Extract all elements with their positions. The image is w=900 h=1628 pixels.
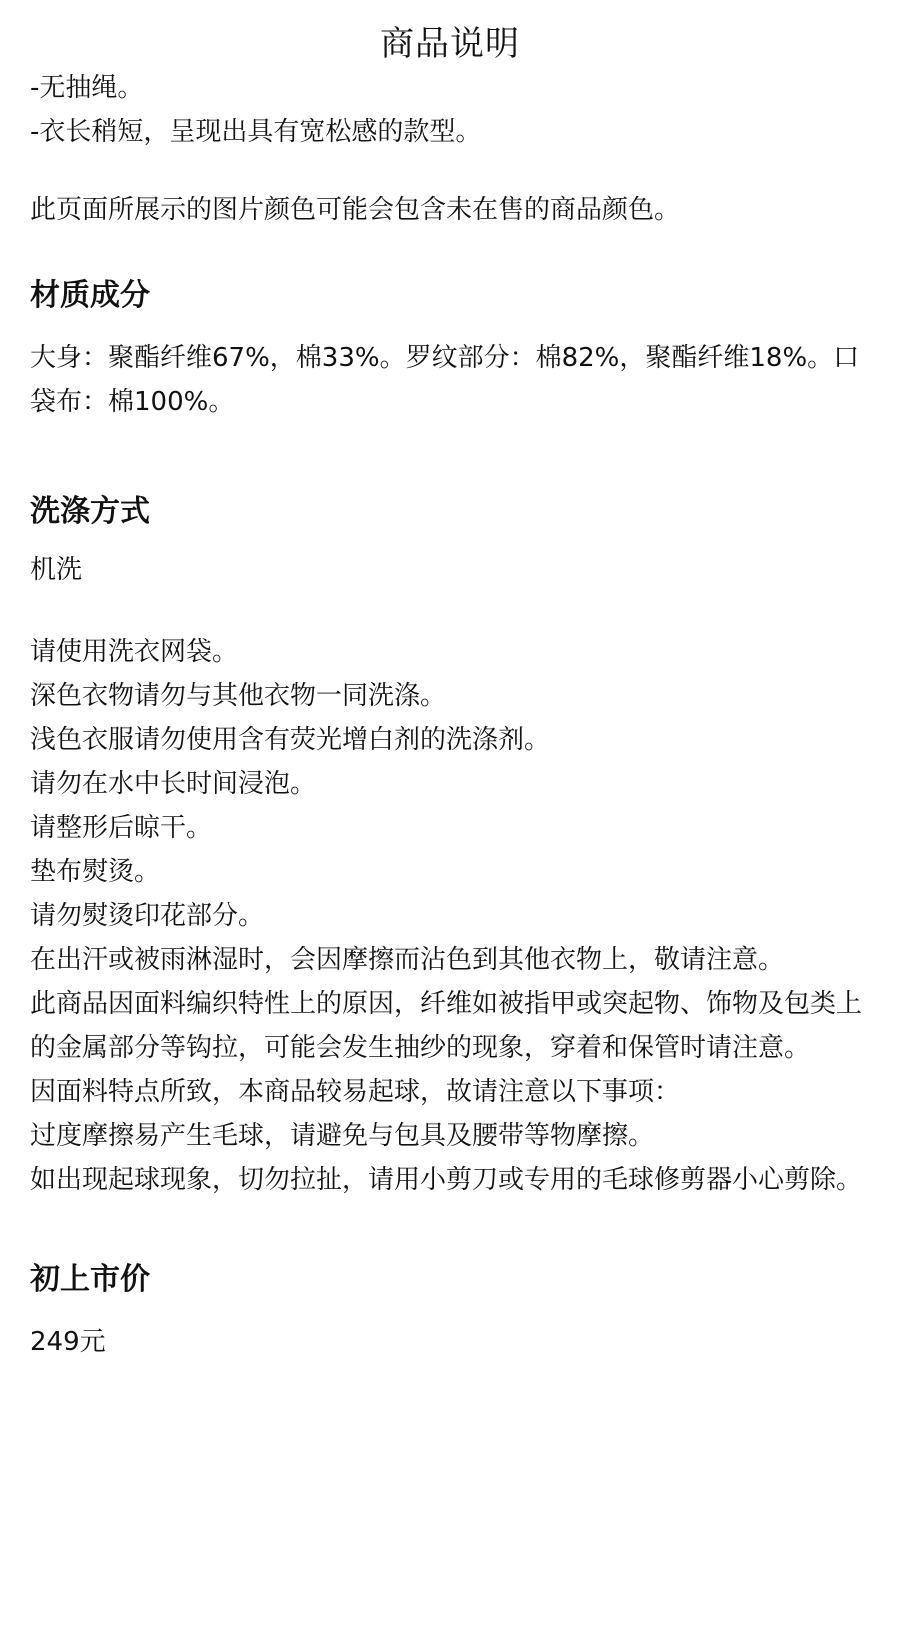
washing-line: 如出现起球现象，切勿拉扯，请用小剪刀或专用的毛球修剪器小心剪除。	[30, 1165, 863, 1195]
washing-line: 垫布熨烫。	[30, 857, 161, 887]
feature-bullet: -衣长稍短，呈现出具有宽松感的款型。	[30, 117, 482, 147]
washing-section	[30, 490, 870, 1202]
washing-line: 在出汗或被雨淋湿时，会因摩擦而沾色到其他衣物上，敬请注意。	[30, 945, 785, 975]
material-section	[30, 274, 870, 424]
price-section	[30, 1258, 870, 1364]
washing-line: 过度摩擦易产生毛球，请避免与包具及腰带等物摩擦。	[30, 1121, 655, 1151]
washing-instructions	[30, 630, 870, 1202]
washing-line: 因面料特点所致，本商品较易起球，故请注意以下事项：	[30, 1077, 681, 1107]
washing-line: 浅色衣服请勿使用含有荧光增白剂的洗涤剂。	[30, 725, 551, 755]
washing-line: 请使用洗衣网袋。	[30, 637, 239, 667]
price-value: 249元	[30, 1327, 106, 1357]
feature-bullet: -无抽绳。	[30, 73, 144, 103]
washing-line: 此商品因面料编织特性上的原因，纤维如被指甲或突起物、饰物及包类上的金属部分等钩拉，可能会发生抽纱的现象，穿着和保管时请注意。	[30, 989, 863, 1063]
washing-heading: 洗涤方式	[30, 494, 150, 529]
washing-line: 请整形后晾干。	[30, 813, 213, 843]
washing-line: 请勿在水中长时间浸泡。	[30, 769, 317, 799]
washing-line: 深色衣物请勿与其他衣物一同洗涤。	[30, 681, 447, 711]
material-text: 大身：聚酯纤维67%，棉33%。罗纹部分：棉82%，聚酯纤维18%。口袋布：棉100%。	[30, 343, 860, 417]
washing-method: 机洗	[30, 555, 83, 585]
page-title: 商品说明	[380, 24, 520, 64]
price-heading: 初上市价	[30, 1262, 150, 1297]
washing-line: 请勿熨烫印花部分。	[30, 901, 265, 931]
material-heading: 材质成分	[30, 278, 150, 313]
description-section	[30, 66, 870, 232]
color-note: 此页面所展示的图片颜色可能会包含未在售的商品颜色。	[30, 195, 681, 225]
